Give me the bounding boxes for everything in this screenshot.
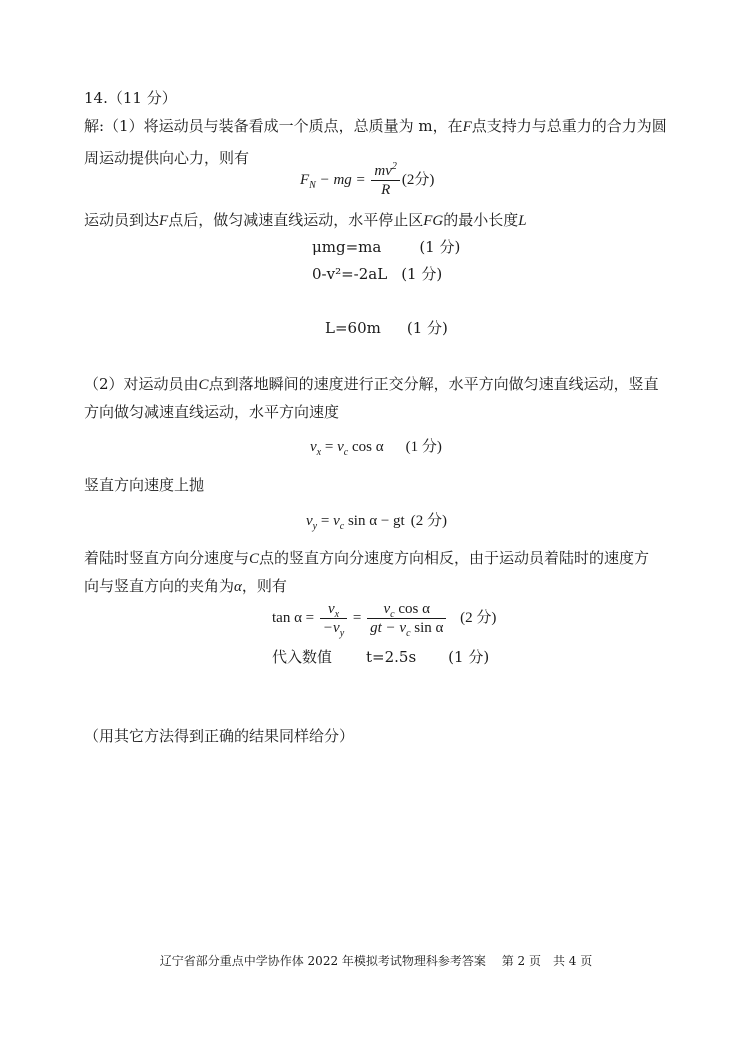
- equation-vertical-velocity: [306, 511, 447, 531]
- eq2-text: μmg=ma: [312, 238, 382, 256]
- eq6-equals: =: [320, 513, 330, 529]
- eq6-vc-sub: c: [339, 521, 345, 532]
- result-score: (1 分): [448, 648, 490, 666]
- eq1-fraction: [371, 163, 400, 198]
- eq5-rest: cos α: [351, 439, 384, 455]
- eq6-v: v: [306, 513, 313, 529]
- eq7-f1-denominator: [320, 619, 347, 640]
- eq1-middle: − mg =: [319, 172, 366, 188]
- stop-text-a: 运动员到达: [84, 211, 160, 229]
- landing-point-c: C: [249, 551, 260, 567]
- substitute-label: 代入数值: [272, 648, 333, 666]
- landing-text: [84, 548, 649, 569]
- equation-tangent: [272, 598, 496, 638]
- eq6-score: (2 分): [410, 513, 447, 529]
- page-footer: 辽宁省部分重点中学协作体 2022 年模拟考试物理科参考答案 第 2 页 共 4 页: [159, 954, 593, 968]
- substitution-result: [272, 647, 489, 667]
- eq1-score: (2分): [401, 172, 435, 188]
- eq7-f2-den-sub: c: [406, 628, 411, 640]
- stop-point-f: F: [159, 213, 169, 229]
- eq1-denominator: R: [381, 182, 391, 199]
- landing-alpha: α: [234, 579, 242, 595]
- eq1-numerator-text: mv: [374, 163, 392, 180]
- eq4-text: L=60m: [325, 319, 381, 337]
- landing-line2-a: 向与竖直方向的夹角为: [84, 577, 235, 595]
- eq6-rest: sin α − gt: [347, 513, 405, 529]
- equation-kinematics: [312, 264, 442, 284]
- part1-intro: [84, 116, 667, 137]
- landing-text-a: 着陆时竖直方向分速度与: [84, 549, 250, 567]
- part1-intro-text-a: 解:（1）将运动员与装备看成一个质点，总质量为 m，在: [84, 117, 463, 135]
- eq7-fraction-1: [320, 601, 347, 640]
- equation-length-result: [325, 318, 448, 338]
- part2-intro: [84, 374, 659, 395]
- eq7-equals: =: [352, 610, 362, 626]
- eq7-f2-numerator: [367, 601, 446, 619]
- eq7-f2-den-rest: sin α: [414, 620, 444, 637]
- eq6-v-sub: y: [312, 521, 318, 532]
- eq7-lhs: tan α =: [272, 610, 315, 626]
- part2-intro-text-a: （2）对运动员由: [84, 375, 199, 393]
- eq7-score: (2 分): [460, 610, 497, 626]
- eq3-text: 0-v²=-2aL: [312, 265, 388, 283]
- vertical-velocity-label: 竖直方向速度上抛: [84, 476, 205, 494]
- eq1-force-sub: N: [309, 180, 316, 191]
- stop-zone-text: [84, 210, 527, 231]
- point-f-label: F: [462, 119, 472, 135]
- eq5-score: (1 分): [405, 439, 442, 455]
- eq1-numerator: [371, 163, 400, 181]
- eq1-force: F: [300, 172, 310, 188]
- stop-length-l: L: [518, 213, 527, 229]
- part1-intro-line2: 周运动提供向心力，则有: [84, 149, 250, 167]
- eq7-fraction-2: [367, 601, 446, 640]
- stop-text-b: 点后，做匀减速直线运动，水平停止区: [168, 211, 424, 229]
- eq2-score: (1 分): [419, 238, 461, 256]
- eq5-v-sub: x: [316, 447, 322, 458]
- eq5-equals: =: [324, 439, 334, 455]
- eq7-f2-num-sub: c: [390, 609, 395, 621]
- alternative-method-note: （用其它方法得到正确的结果同样给分）: [84, 727, 355, 745]
- eq5-v: v: [310, 439, 317, 455]
- eq5-vc-sub: c: [343, 447, 349, 458]
- landing-text-b: 点的竖直方向分速度方向相反，由于运动员着陆时的速度方: [259, 549, 650, 567]
- eq6-vc: v: [333, 513, 340, 529]
- eq7-f1-num-sub: x: [334, 609, 340, 621]
- equation-horizontal-velocity: [310, 437, 442, 457]
- stop-text-c: 的最小长度: [443, 211, 519, 229]
- part2-intro-text-b: 点到落地瞬间的速度进行正交分解，水平方向做匀速直线运动，竖直: [208, 375, 659, 393]
- eq4-score: (1 分): [406, 319, 448, 337]
- equation-centripetal: [300, 162, 434, 198]
- landing-line2-b: ，则有: [241, 577, 287, 595]
- eq7-f1-num-text: v: [327, 601, 335, 618]
- landing-text-line2: [84, 576, 287, 597]
- eq7-f1-den-sub: y: [339, 628, 345, 640]
- eq5-vc: v: [337, 439, 344, 455]
- part2-intro-line2: 方向做匀减速直线运动，水平方向速度: [84, 403, 340, 421]
- result-value: t=2.5s: [366, 648, 417, 666]
- eq7-f2-num-v: v: [383, 601, 391, 618]
- eq7-f2-den-a: gt − v: [370, 620, 407, 637]
- point-c-label: C: [198, 377, 209, 393]
- eq3-score: (1 分): [401, 265, 443, 283]
- eq7-f1-den-text: −v: [322, 620, 340, 637]
- part1-intro-text-b: 点支持力与总重力的合力为圆: [471, 117, 667, 135]
- stop-zone-fg: FG: [423, 213, 444, 229]
- eq1-numerator-sup: 2: [391, 161, 397, 173]
- eq7-f2-num-rest: cos α: [398, 601, 430, 618]
- question-heading: 14.（11 分）: [84, 89, 177, 107]
- eq7-f1-numerator: [320, 601, 347, 619]
- equation-friction: [312, 237, 460, 257]
- eq7-f2-denominator: [367, 619, 446, 640]
